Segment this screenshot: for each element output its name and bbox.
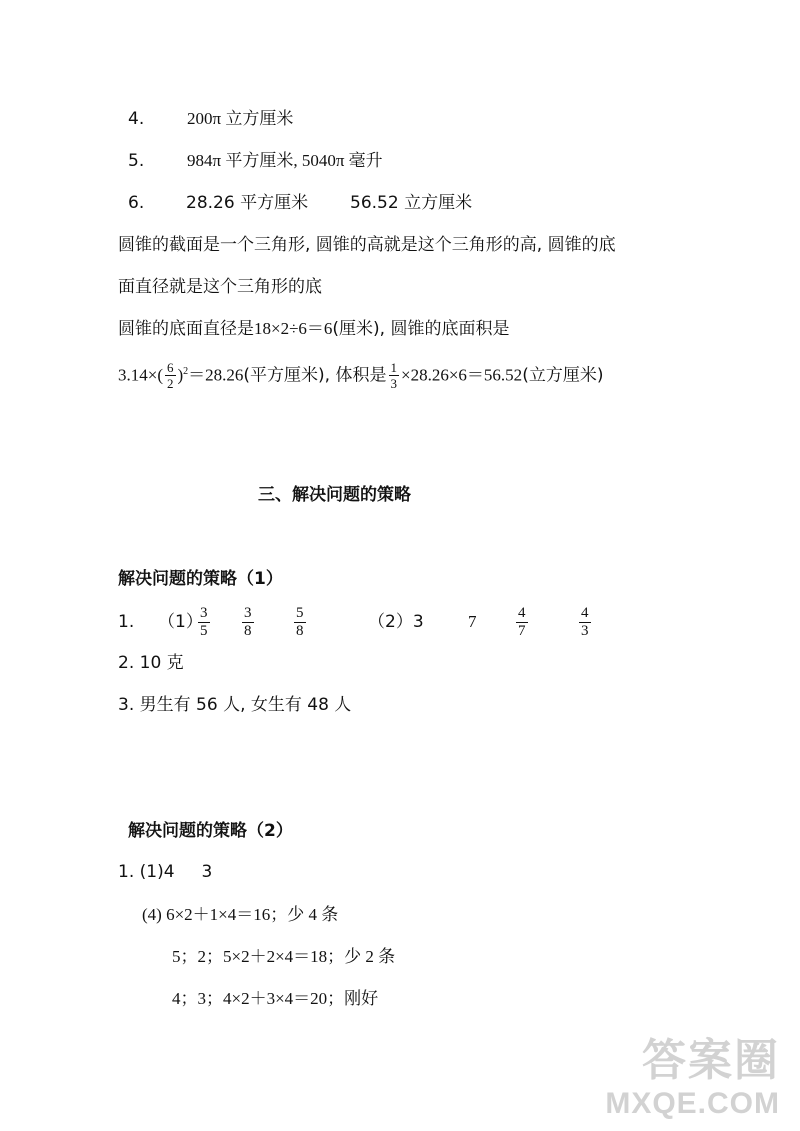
fraction (242, 605, 254, 640)
denominator: 8 (296, 623, 304, 639)
fraction (389, 360, 400, 391)
formula: ×28.26×6＝56.52 (401, 365, 523, 385)
numerator: 5 (296, 605, 304, 621)
fraction (165, 360, 176, 391)
sub-label: （2）3 (368, 612, 424, 632)
part2-q1: 1. (1)4 3 (118, 862, 213, 882)
numerator: 4 (518, 605, 526, 621)
item-number: 1. (118, 612, 135, 632)
formula: ) (177, 365, 184, 385)
formula: ＝28.26 (188, 365, 244, 385)
sub-label: （1） (158, 612, 203, 632)
item-answer: 200π 立方厘米 (187, 109, 294, 128)
fraction (516, 605, 528, 640)
part1-q2: 2. 10 克 (118, 653, 184, 673)
explanation-line-1: 圆锥的截面是一个三角形, 圆锥的高就是这个三角形的高, 圆锥的底 (118, 235, 616, 255)
section-title: 三、解决问题的策略 (258, 485, 411, 505)
denominator: 8 (244, 623, 252, 639)
text-segment: (厘米), 圆锥的底面积是 (332, 319, 510, 339)
denominator: 3 (390, 376, 397, 392)
numerator: 3 (200, 605, 208, 621)
part1-q1 (118, 602, 589, 642)
formula: 3.14×( (118, 365, 163, 385)
answer-value: 7 (468, 612, 477, 631)
part1-title: 解决问题的策略（1） (118, 569, 283, 589)
numerator: 3 (244, 605, 252, 621)
explanation-line-4 (118, 355, 603, 393)
item-answer: 984π 平方厘米, 5040π 毫升 (187, 151, 383, 170)
watermark-logo (605, 1035, 780, 1121)
part2-line-4: 4；3；4×2＋3×4＝20；刚好 (172, 989, 379, 1008)
item-5 (128, 150, 383, 172)
formula: 18×2÷6＝6 (254, 319, 333, 338)
item-4 (128, 108, 294, 130)
watermark-url: MXQE.COM (605, 1087, 780, 1120)
denominator: 3 (581, 623, 589, 639)
fraction (579, 605, 591, 640)
numerator: 6 (167, 360, 174, 376)
item-answer-a: 28.26 平方厘米 (186, 193, 309, 213)
denominator: 7 (518, 623, 526, 639)
item-number: 6. (128, 193, 145, 213)
part2-title: 解决问题的策略（2） (128, 821, 293, 841)
fraction (198, 605, 210, 640)
exponent: 2 (183, 366, 189, 377)
part2-line-3: 5；2；5×2＋2×4＝18；少 2 条 (172, 947, 396, 966)
numerator: 4 (581, 605, 589, 621)
watermark-logo-text: 答案圈 (642, 1036, 780, 1085)
part1-q3: 3. 男生有 56 人, 女生有 48 人 (118, 695, 352, 715)
item-answer-b: 56.52 立方厘米 (350, 193, 473, 213)
part2-line-2: (4) 6×2＋1×4＝16；少 4 条 (142, 905, 339, 924)
numerator: 1 (390, 360, 397, 376)
explanation-line-2: 面直径就是这个三角形的底 (118, 277, 322, 297)
item-6 (128, 192, 473, 214)
denominator: 2 (167, 376, 174, 392)
item-number: 5. (128, 151, 145, 171)
item-number: 4. (128, 109, 145, 129)
fraction (294, 605, 306, 640)
text-segment: (平方厘米), 体积是 (243, 365, 387, 386)
text-segment: 圆锥的底面直径是 (118, 319, 254, 339)
explanation-line-3 (118, 318, 510, 340)
denominator: 5 (200, 623, 208, 639)
text-segment: (立方厘米) (522, 365, 604, 386)
